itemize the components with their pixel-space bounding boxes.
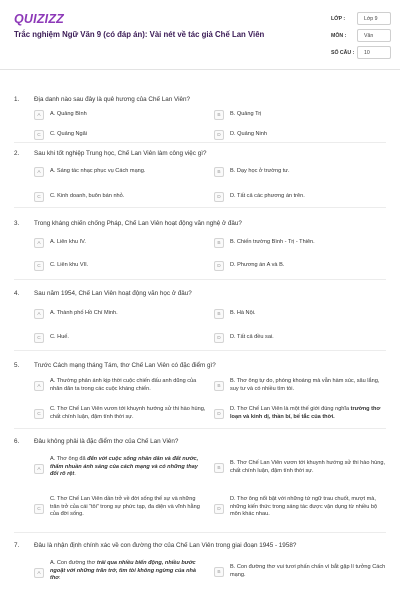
option-text: C. Kinh doanh, buôn bán nhỏ. (50, 193, 125, 199)
option-letter-box: A (34, 568, 44, 578)
option-text: B. Dạy học ở trường tư. (230, 168, 290, 174)
meta-subject (331, 28, 391, 43)
meta-subject-value: Văn (357, 29, 391, 42)
option-letter-box: B (214, 110, 224, 120)
option-letter-box: B (214, 167, 224, 177)
meta-count (331, 45, 391, 60)
option-text: D. Tất cả đều sai. (230, 334, 274, 340)
question-number: 6. (14, 438, 20, 445)
option-text-tail: . (59, 575, 61, 582)
option-text-bold: đến với cuộc sống nhân dân và đất nước, thấm nhuần ánh sáng của cách mạng và có những thay đổi rõ rệt (50, 456, 199, 478)
option-letter-box: D (214, 409, 224, 419)
question-text: Đâu là nhận định chính xác về con đường thơ của Chế Lan Viên trong giai đoạn 1945 - 1958? (34, 542, 297, 549)
option-letter-box: A (34, 167, 44, 177)
question-number: 4. (14, 290, 20, 297)
question-text: Địa danh nào sau đây là quê hương của Chế Lan Viên? (34, 96, 190, 103)
question-divider (14, 279, 386, 280)
option-text: B. Hà Nội. (230, 310, 256, 316)
option-letter-box: D (214, 261, 224, 271)
question-divider (14, 532, 386, 533)
option-letter-box: C (34, 130, 44, 140)
worksheet-header (0, 0, 400, 66)
question-number: 2. (14, 150, 20, 157)
option-letter-box: A (34, 238, 44, 248)
question-divider (14, 142, 386, 143)
option-letter-box: B (214, 238, 224, 248)
option-text-tail: . (74, 471, 76, 478)
question-number: 1. (14, 96, 20, 103)
option-text: C. Liên khu VII. (50, 262, 89, 268)
option-letter-box: A (34, 309, 44, 319)
question-divider (14, 350, 386, 351)
option-text: A. Thường phản ánh kịp thời cuộc chiến đấu anh dũng của nhân dân ta trong các cuộc kháng chiến. (50, 378, 197, 392)
option-text: A. Quảng Bình (50, 111, 87, 117)
question-text: Trước Cách mạng tháng Tám, thơ Chế Lan Viên có đặc điểm gì? (34, 362, 216, 369)
option-text: A. Thành phố Hồ Chí Minh. (50, 310, 118, 316)
question-text: Sau năm 1954, Chế Lan Viên hoạt động văn học ở đâu? (34, 290, 192, 297)
option-text: D. Thơ ông nổi bật với những tứ ngữ trau chuốt, mượt mà, những kiến thức trong sáng tác được vận dụng từ nhiều bộ môn khác nhau. (230, 496, 378, 518)
option-text-bold: trường thơ loạn và kinh dị, thần bí, bế tắc của thời. (230, 406, 381, 420)
option-text: D. Quảng Ninh (230, 131, 268, 137)
option-letter-box: C (34, 409, 44, 419)
option-text-plain: A. Thơ ông đã (50, 456, 88, 462)
question-text: Trong kháng chiến chống Pháp, Chế Lan Viên hoạt động văn nghệ ở đâu? (34, 220, 242, 227)
question-divider (14, 428, 386, 429)
option-text: B. Thơ ông tự do, phóng khoáng mà vẫn hàm súc, sâu lắng, suy tư và có nhiều tìm tòi. (230, 378, 380, 392)
question-divider (14, 207, 386, 208)
worksheet-title: Trắc nghiệm Ngữ Văn 9 (có đáp án): Vài nét về tác giả Chế Lan Viên (14, 30, 265, 39)
option-letter-box: B (214, 463, 224, 473)
option-text (230, 406, 386, 421)
header-divider (0, 69, 400, 70)
option-text: A. Sáng tác nhạc phục vụ Cách mạng. (50, 168, 146, 174)
worksheet-meta (331, 11, 391, 62)
question-number: 3. (14, 220, 20, 227)
meta-grade-value: Lớp 9 (357, 12, 391, 25)
option-text: A. Liên khu IV. (50, 239, 86, 245)
option-text: C. Thơ Chế Lan Viên vươn tới khuynh hướng sử thi hào hùng, chất chính luận, đậm tính thời sự. (50, 406, 206, 420)
option-letter-box: C (34, 333, 44, 343)
option-text: B. Thơ Chế Lan Viên vươn tới khuynh hướng sử thi hào hùng, chất chính luận, đậm tính thời sự. (230, 460, 386, 474)
meta-count-label: SỐ CÂU : (331, 49, 355, 56)
option-letter-box: A (34, 464, 44, 474)
option-letter-box: D (214, 130, 224, 140)
option-text: C. Quảng Ngãi (50, 131, 88, 137)
option-letter-box: D (214, 333, 224, 343)
question-number: 5. (14, 362, 20, 369)
meta-grade-label: LỚP : (331, 15, 346, 22)
question-number: 7. (14, 542, 20, 549)
option-text (50, 456, 206, 479)
option-letter-box: B (214, 381, 224, 391)
option-text: D. Phương án A và B. (230, 262, 285, 268)
meta-subject-label: MÔN : (331, 32, 347, 39)
option-text-plain: A. Con đường thơ (50, 560, 97, 566)
option-text: D. Tất cả các phương án trên. (230, 193, 305, 199)
option-text: B. Con đường thơ vui tươi phấn chấn vì bắt gặp lí tưởng Cách mạng. (230, 564, 386, 578)
option-letter-box: C (34, 504, 44, 514)
option-letter-box: B (214, 567, 224, 577)
option-text: B. Chiến trường Bình - Trị - Thiên. (230, 239, 315, 245)
option-letter-box: C (34, 261, 44, 271)
question-text: Sau khi tốt nghiệp Trung học, Chế Lan Viên làm công việc gì? (34, 150, 207, 157)
option-letter-box: D (214, 192, 224, 202)
option-letter-box: B (214, 309, 224, 319)
option-letter-box: C (34, 192, 44, 202)
option-text: C. Huế. (50, 334, 69, 340)
option-letter-box: A (34, 381, 44, 391)
option-text: B. Quảng Trị (230, 111, 262, 117)
option-text: C. Thơ Chế Lan Viên dần trở về đời sống thế sự và những trăn trở của cái “tôi” trong sự phức tạp, đa diện và vĩnh hằng của đời sống. (50, 496, 200, 518)
option-text-bold: trải qua nhiều biến động, nhiều bước ngoặt với những trăn trở, tìm tòi không ngừng của nhà thơ (50, 560, 197, 582)
meta-grade (331, 11, 391, 26)
option-text-plain: D. Thơ Chế Lan Viên là một thế giới đúng nghĩa (230, 406, 351, 412)
option-letter-box: D (214, 504, 224, 514)
option-letter-box: A (34, 110, 44, 120)
meta-count-value: 10 (357, 46, 391, 59)
option-text (50, 560, 206, 583)
quizizz-logo: QUIZIZZ (14, 12, 65, 26)
question-text: Đâu không phải là đặc điểm thơ của Chế Lan Viên? (34, 438, 179, 445)
